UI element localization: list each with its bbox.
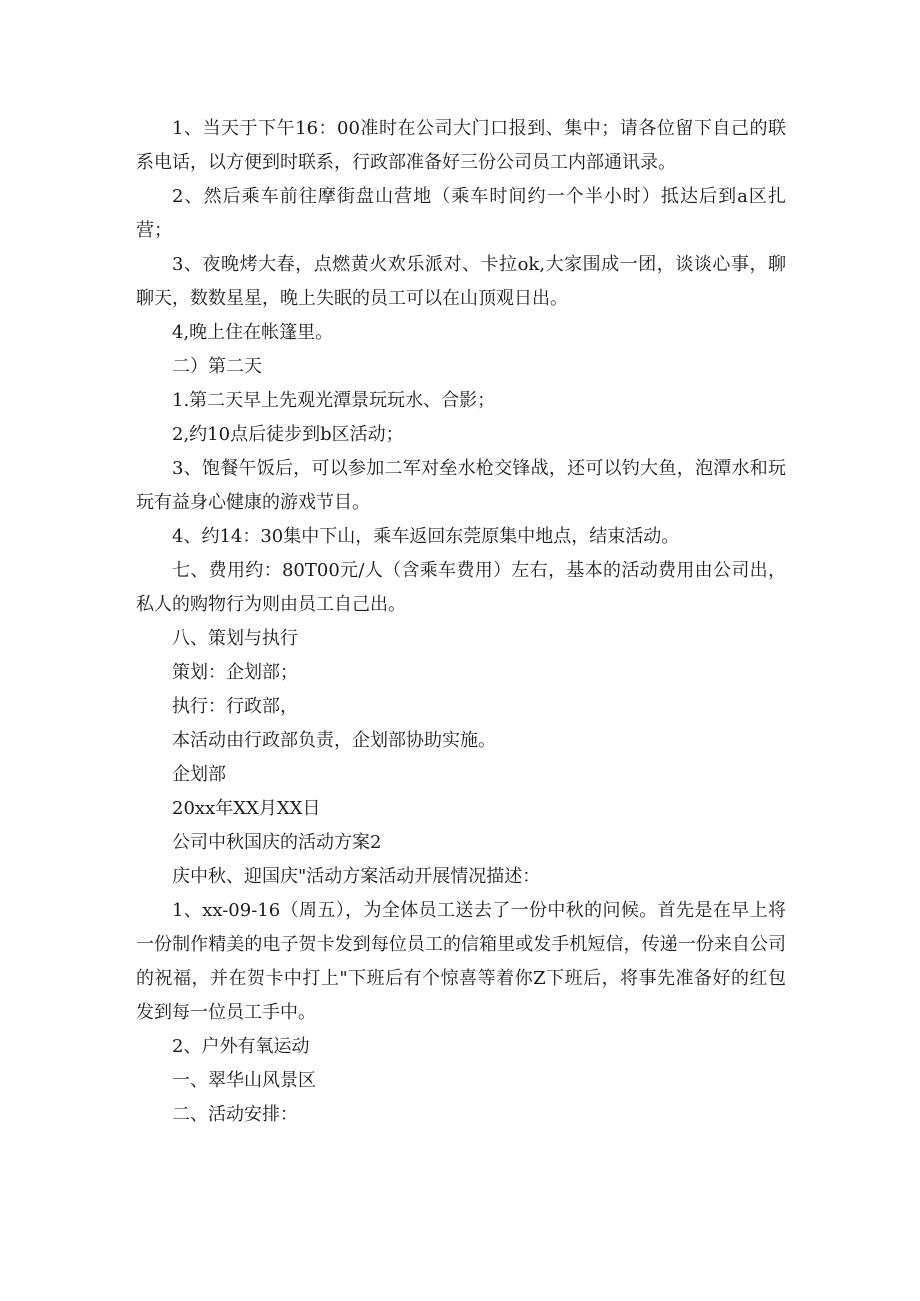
paragraph-2: 2、然后乘车前往摩街盘山营地（乘车时间约一个半小时）抵达后到a区扎营； bbox=[136, 186, 786, 241]
paragraph-6: 1.第二天早上先观光潭景玩玩水、合影； bbox=[172, 390, 496, 411]
paragraph-4: 4,晚上住在帐篷里。 bbox=[172, 322, 334, 343]
paragraph-cost: 七、费用约：80T00元/人（含乘车费用）左右，基本的活动费用由公司出，私人的购物行为则由员工自己出。 bbox=[136, 560, 786, 615]
signature-department: 企划部 bbox=[172, 764, 226, 785]
paragraph-description-heading: 庆中秋、迎国庆"活动方案活动开展情况描述： bbox=[172, 866, 541, 887]
paragraph-outdoor: 2、户外有氧运动 bbox=[172, 1036, 310, 1057]
paragraph-planner: 策划：企划部； bbox=[172, 662, 298, 683]
paragraph-8: 3、饱餐午饭后，可以参加二军对垒水枪交锋战，还可以钓大鱼，泡潭水和玩玩有益身心健康的游戏节目。 bbox=[136, 458, 786, 513]
paragraph-greeting: 1、xx-09-16（周五），为全体员工送去了一份中秋的问候。首先是在早上将一份制作精美的电子贺卡发到每位员工的信箱里或发手机短信，传递一份来自公司的祝福，并在贺卡中打上"下班后有个惊喜等着你Z下班后，将事先准备好的红包发到每一位员工手中。 bbox=[136, 900, 786, 1023]
paragraph-7: 2,约10点后徒步到b区活动； bbox=[172, 424, 404, 445]
section-heading-scenic-area: 一、翠华山风景区 bbox=[172, 1070, 316, 1091]
paragraph-9: 4、约14：30集中下山，乘车返回东莞原集中地点，结束活动。 bbox=[172, 526, 680, 547]
section-heading-planning: 八、策划与执行 bbox=[172, 628, 298, 649]
paragraph-3: 3、夜晚烤大春，点燃黄火欢乐派对、卡拉ok,大家围成一团，谈谈心事，聊聊天，数数星星，晚上失眠的员工可以在山顶观日出。 bbox=[136, 254, 786, 309]
document-title-plan-2: 公司中秋国庆的活动方案2 bbox=[172, 832, 382, 853]
paragraph-responsibility: 本活动由行政部负责，企划部协助实施。 bbox=[172, 730, 496, 751]
signature-date: 20xx年XX月XX日 bbox=[172, 798, 321, 819]
paragraph-1: 1、当天于下午16：00准时在公司大门口报到、集中；请各位留下自己的联系电话，以方便到时联系，行政部准备好三份公司员工内部通讯录。 bbox=[136, 118, 786, 173]
document-body bbox=[136, 112, 786, 1132]
section-heading-day-two: 二）第二天 bbox=[172, 356, 262, 377]
section-heading-arrangement: 二、活动安排： bbox=[172, 1104, 298, 1125]
paragraph-executor: 执行：行政部， bbox=[172, 696, 298, 717]
